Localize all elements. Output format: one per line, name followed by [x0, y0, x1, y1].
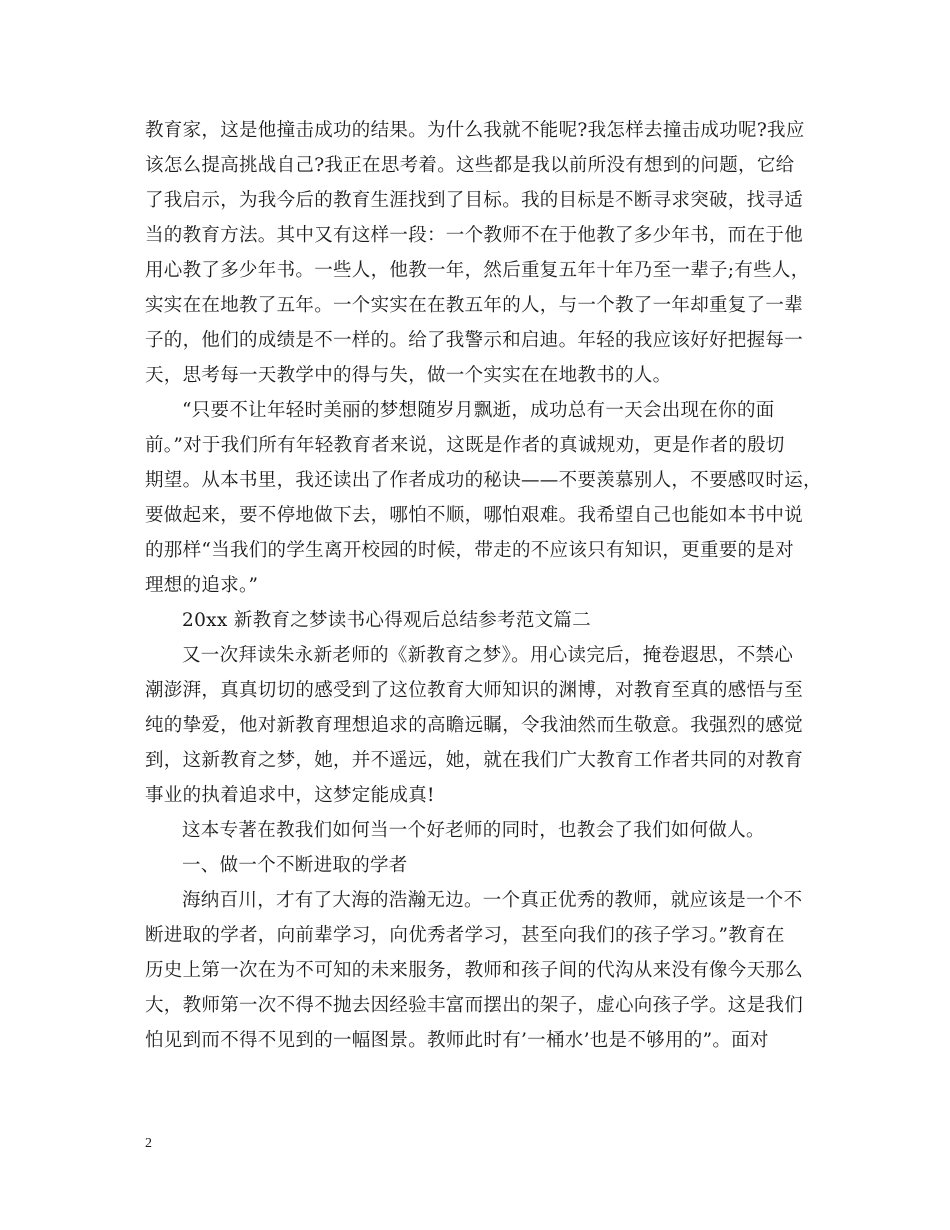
text-line: 子的，他们的成绩是不一样的。给了我警示和启迪。年轻的我应该好好把握每一 [145, 330, 804, 351]
text-line: 的那样“当我们的学生离开校园的时候，带走的不应该只有知识，更重要的是对 [145, 540, 794, 561]
text-line: 纯的挚爱，他对新教育理想追求的高瞻远瞩，令我油然而生敬意。我强烈的感觉 [145, 715, 804, 736]
text-line: 怕见到而不得不见到的一幅图景。教师此时有’一桶水’也是不够用的”。面对 [145, 1030, 769, 1051]
text-line: 当的教育方法。其中又有这样一段：一个教师不在于他教了多少年书，而在于他 [145, 225, 804, 246]
text-line: 理想的追求。” [145, 575, 259, 596]
text-line: 事业的执着追求中，这梦定能成真! [145, 785, 435, 806]
text-line: 海纳百川，才有了大海的浩瀚无边。一个真正优秀的教师，就应该是一个不 [182, 890, 803, 911]
text-line: 到，这新教育之梦，她，并不遥远，她，就在我们广大教育工作者共同的对教育 [145, 750, 804, 771]
text-line: 了我启示，为我今后的教育生涯找到了目标。我的目标是不断寻求突破，找寻适 [145, 190, 804, 211]
text-line: 用心教了多少年书。一些人，他教一年，然后重复五年十年乃至一辈子;有些人， [145, 260, 810, 281]
text-line: 该怎么提高挑战自己?我正在思考着。这些都是我以前所没有想到的问题，它给 [145, 155, 795, 176]
text-line: 这本专著在教我们如何当一个好老师的同时，也教会了我们如何做人。 [182, 820, 765, 841]
text-line: 又一次拜读朱永新老师的《新教育之梦》。用心读完后，掩卷遐思，不禁心 [182, 645, 794, 666]
text-line: 教育家，这是他撞击成功的结果。为什么我就不能呢?我怎样去撞击成功呢?我应 [145, 120, 805, 141]
text-line: 期望。从本书里，我还读出了作者成功的秘诀——不要羡慕别人，不要感叹时运， [145, 470, 822, 491]
text-line: 要做起来，要不停地做下去，哪怕不顺，哪怕艰难。我希望自己也能如本书中说 [145, 505, 804, 526]
text-line: 实实在在地教了五年。一个实实在在教五年的人，与一个教了一年却重复了一辈 [145, 295, 804, 316]
text-line: 断进取的学者，向前辈学习，向优秀者学习，甚至向我们的孩子学习。”教育在 [145, 925, 785, 946]
text-line: 潮澎湃，真真切切的感受到了这位教育大师知识的渊博，对教育至真的感悟与至 [145, 680, 804, 701]
text-line: 历史上第一次在为不可知的未来服务，教师和孩子间的代沟从来没有像今天那么 [145, 960, 804, 981]
text-line: 天，思考每一天教学中的得与失，做一个实实在在地教书的人。 [145, 365, 672, 386]
section-heading: 20xx 新教育之梦读书心得观后总结参考范文篇二 [182, 610, 591, 631]
text-line: 大，教师第一次不得不抛去因经验丰富而摆出的架子，虚心向孩子学。这是我们 [145, 995, 804, 1016]
subsection-heading: 一、做一个不断进取的学者 [182, 855, 408, 876]
page-number: 2 [145, 1136, 152, 1151]
text-line: 前。”对于我们所有年轻教育者来说，这既是作者的真诚规劝，更是作者的殷切 [145, 435, 785, 456]
text-line: “只要不让年轻时美丽的梦想随岁月飘逝，成功总有一天会出现在你的面 [182, 400, 775, 421]
